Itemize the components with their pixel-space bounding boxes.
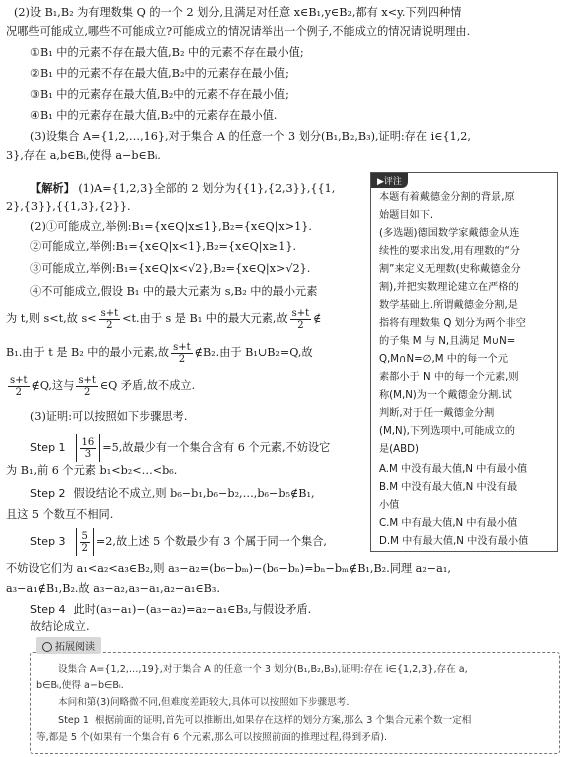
note-line: 的子集 M 与 N,且满足 M∪N= <box>379 336 516 347</box>
solution-part1 <box>30 181 335 196</box>
note-line: (M,N),下列选项中,可能成立的 <box>379 426 515 437</box>
option-4: ④B₁ 中的元素存在最大值,B₂中的元素存在最小值. <box>30 109 278 122</box>
step-4 <box>30 603 311 617</box>
note-line: 始题目如下. <box>379 210 434 221</box>
step-1-cont: 为 B₁,前 6 个元素 b₁<b₂<…<b₆. <box>6 464 178 477</box>
note-option-d: D.M 中有最大值,N 中没有最小值 <box>379 536 529 547</box>
comment-tag: ▶评注 <box>371 173 408 188</box>
note-line: 称(M,N)为一个戴德金分割.试 <box>379 390 512 401</box>
note-line: 判断,对于任一戴德金分割 <box>379 408 495 419</box>
step-2-text: 假设结论不成立,则 b₆−b₁,b₆−b₂,…,b₆−b₅∉B₁, <box>73 487 315 500</box>
solution-2-7a: ∉Q,这与 <box>31 379 75 392</box>
step-1-label: Step 1 <box>30 441 66 454</box>
solution-2-7 <box>6 373 195 399</box>
note-line: (多选题)德国数学家戴德金从连 <box>379 228 520 239</box>
step-3-cont1: 不妨设它们为 a₁<a₂<a₃∈B₂,则 a₃−a₂=(b₆−bₘ)−(b₆−bₙ)=bₙ−bₘ∉B₁,B₂.同理 a₂−a₁, <box>6 562 451 575</box>
fraction-s-plus-t <box>99 308 121 331</box>
step-4-text: 此时(a₃−a₁)−(a₃−a₂)=a₂−a₁∈B₃,与假设矛盾. <box>73 603 312 616</box>
extended-line1: 设集合 A={1,2,…,19},对于集合 A 的任意一个 3 划分(B₁,B₂,B₃),证明:存在 i∈{1,2,3},存在 a, <box>58 664 468 675</box>
lightbulb-icon <box>42 642 52 652</box>
step-3-text: =2,故上述 5 个数最少有 3 个属于同一个集合, <box>95 535 327 548</box>
fraction-numerator: s+t <box>10 374 28 386</box>
extended-step1-label: Step 1 <box>58 715 89 726</box>
solution-2-1: (2)①可能成立,举例:B₁={x∈Q|x≤1},B₂={x∈Q|x>1}. <box>30 220 312 233</box>
solution-2-7b: ∈Q 矛盾,故不成立. <box>99 379 196 392</box>
solution-2-6 <box>6 340 313 366</box>
solution-2-6a: B₁.由于 t 是 B₂ 中的最小元素,故 <box>6 346 170 359</box>
fraction-denominator: 2 <box>178 353 186 365</box>
solution-2-5 <box>6 306 321 332</box>
solution-label: 【解析】 <box>30 181 75 195</box>
problem-2-line2: 况哪些可能成立,哪些不可能成立?可能成立的情况请举出一个例子,不能成立的情况请说明理由. <box>6 25 471 38</box>
fraction-denominator: 3 <box>84 448 92 460</box>
step-1 <box>30 434 330 462</box>
solution-2-5a: 为 t,则 s<t,故 s< <box>6 312 97 325</box>
fraction-16-3 <box>80 437 97 460</box>
problem-3-line2: 3},存在 a,b∈Bᵢ,使得 a−b∈Bᵢ. <box>6 149 161 162</box>
extended-line2: b∈Bᵢ,使得 a−b∈Bᵢ. <box>36 680 124 691</box>
solution-1a: (1)A={1,2,3}全部的 2 划分为{{1},{2,3}},{{1, <box>78 182 336 195</box>
floor-bracket <box>76 528 94 556</box>
step-2-cont: 且这 5 个数互不相同. <box>6 508 114 521</box>
solution-2-3: ③可能成立,举例:B₁={x∈Q|x<√2},B₂={x∈Q|x>√2}. <box>30 262 311 275</box>
step-3 <box>30 528 327 556</box>
fraction-numerator: s+t <box>78 374 96 386</box>
option-2: ②B₁ 中的元素不存在最大值,B₂中的元素存在最小值; <box>30 67 289 80</box>
extended-line5: 等,都是 5 个(如果有一个集合有 6 个元素,那么可以按照前面的推理过程,得到矛盾). <box>36 732 388 743</box>
note-line: 素都小于 N 中的每一个元素,则 <box>379 372 519 383</box>
problem-2-line1: (2)设 B₁,B₂ 为有理数集 Q 的一个 2 划分,且满足对任意 x∈B₁,y∈B₂,都有 x<y.下列四种情 <box>14 6 462 19</box>
step-4-label: Step 4 <box>30 603 66 616</box>
floor-bracket <box>76 434 101 462</box>
step-2-label: Step 2 <box>30 487 66 500</box>
fraction-s-plus-t <box>8 375 30 398</box>
solution-2-4: ④不可能成立,假设 B₁ 中的最大元素为 s,B₂ 中的最小元素 <box>30 285 318 298</box>
fraction-denominator: 2 <box>297 319 304 331</box>
note-line: 割),并把实数理论建立在严格的 <box>379 282 519 293</box>
fraction-numerator: s+t <box>291 307 310 319</box>
note-line: 指将有理数集 Q 划分为两个非空 <box>379 318 526 329</box>
fraction-numerator: s+t <box>100 307 119 319</box>
note-line: Q,M∩N=∅,M 中的每一个元 <box>379 354 508 365</box>
fraction-denominator: 2 <box>83 386 91 398</box>
fraction-numerator: s+t <box>173 341 191 353</box>
extended-line3: 本问和第(3)问略微不同,但难度差距较大,具体可以按照如下步骤思考. <box>58 697 350 708</box>
step-3-label: Step 3 <box>30 535 66 548</box>
conclusion: 故结论成立. <box>30 620 90 633</box>
extended-line4 <box>58 715 471 727</box>
comment-box <box>370 172 558 552</box>
note-option-a: A.M 中没有最大值,N 中有最小值 <box>379 464 528 475</box>
option-3: ③B₁ 中的元素存在最大值,B₂中的元素不存在最小值; <box>30 88 289 101</box>
note-option-b: B.M 中没有最大值,N 中没有最 <box>379 482 518 493</box>
extended-title-text: 拓展阅读 <box>55 642 95 653</box>
step-3-cont2: a₃−a₁∉B₁,B₂.故 a₃−a₂,a₃−a₁,a₂−a₁∈B₃. <box>6 582 220 595</box>
solution-2-5c: ∉ <box>313 312 322 325</box>
solution-2-2: ②可能成立,举例:B₁={x∈Q|x<1},B₂={x∈Q|x≥1}. <box>30 240 297 253</box>
extended-reading-title <box>36 637 101 654</box>
step-2 <box>30 487 315 501</box>
note-line: 是(ABD) <box>379 444 419 455</box>
solution-3-head: (3)证明:可以按照如下步骤思考. <box>30 410 188 423</box>
fraction-denominator: 2 <box>81 542 88 554</box>
note-line: 割”来定义无理数(史称戴德金分 <box>379 264 521 275</box>
fraction-5-2 <box>80 531 90 554</box>
note-line: 续性的要求出发,用有理数的“分 <box>379 246 520 257</box>
fraction-numerator: 5 <box>81 530 88 542</box>
option-1: ①B₁ 中的元素不存在最大值,B₂ 中的元素不存在最小值; <box>30 46 304 59</box>
solution-1b: 2},{3}},{{1,3},{2}}. <box>6 200 131 213</box>
fraction-s-plus-t <box>290 308 312 331</box>
fraction-numerator: 16 <box>81 436 95 448</box>
note-option-c: C.M 中有最大值,N 中有最小值 <box>379 518 518 529</box>
problem-3-line1: (3)设集合 A={1,2,…,16},对于集合 A 的任意一个 3 划分(B₁,B₂,B₃),证明:存在 i∈{1,2, <box>30 130 471 143</box>
solution-2-6b: ∉B₂.由于 B₁∪B₂=Q,故 <box>194 346 313 359</box>
fraction-denominator: 2 <box>106 319 113 331</box>
fraction-s-plus-t <box>76 375 98 398</box>
fraction-denominator: 2 <box>15 386 22 398</box>
fraction-s-plus-t <box>171 342 193 365</box>
note-option-b-cont: 小值 <box>379 500 400 511</box>
solution-2-5b: <t.由于 s 是 B₁ 中的最大元素,故 <box>122 312 288 325</box>
step-1-text: =5,故最少有一个集合含有 6 个元素,不妨设它 <box>102 441 331 454</box>
extended-step1-text: 根据前面的证明,首先可以推断出,如果存在这样的划分方案,那么 3 个集合元素个数一定相 <box>95 715 472 726</box>
note-line: 本题有着戴德金分割的背景,原 <box>379 192 515 203</box>
note-line: 数学基础上.所谓戴德金分割,是 <box>379 300 518 311</box>
